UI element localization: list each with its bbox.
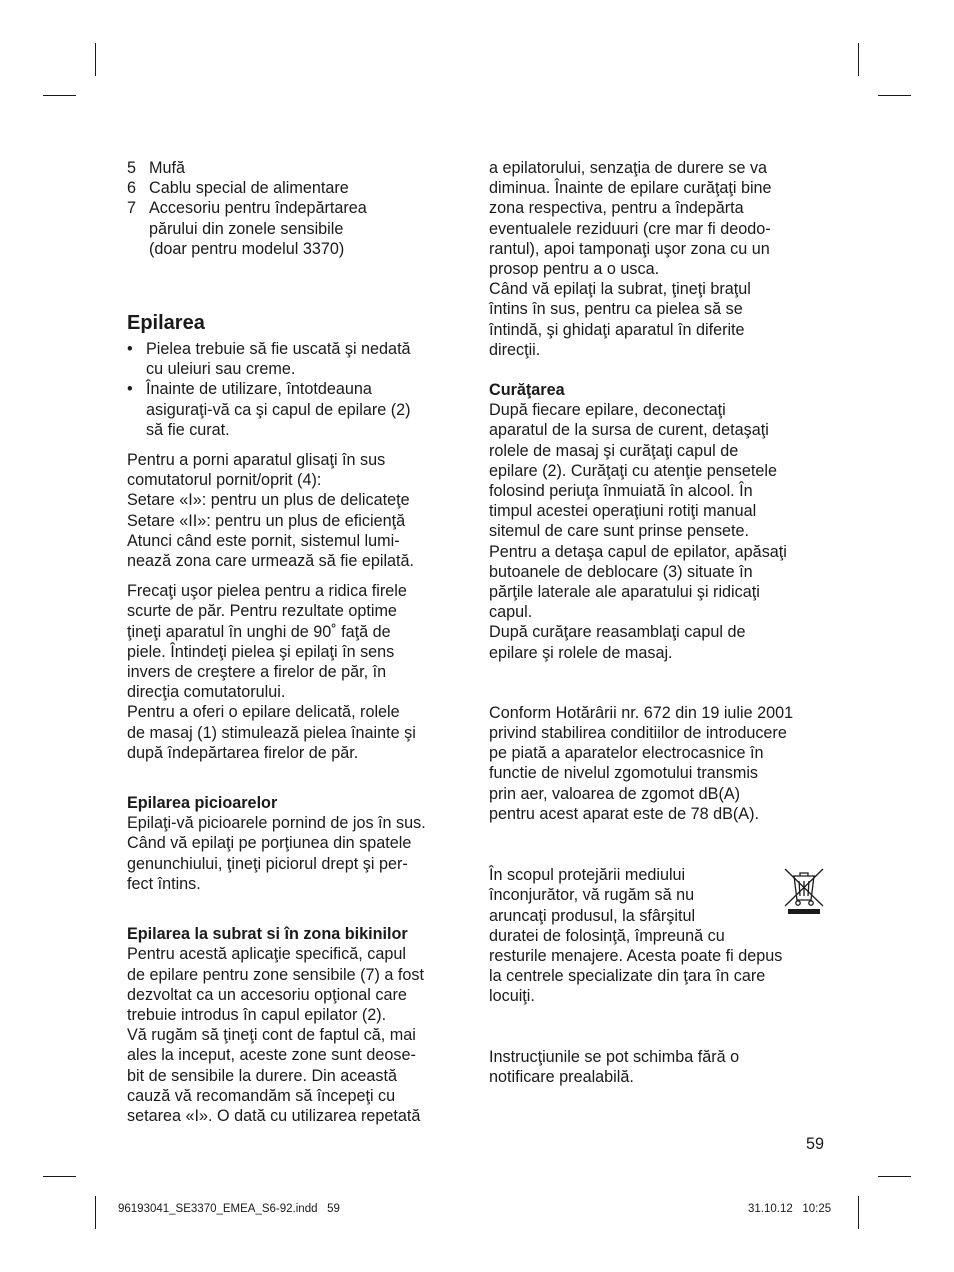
bullet-icon: • — [127, 340, 133, 359]
list-item: 7 Accesoriu pentru îndepărtarea părului din zonele sensibile (doar pentru modelul 3370) — [127, 199, 367, 258]
page-number: 59 — [806, 1135, 825, 1153]
subheading: Curăţarea — [489, 381, 565, 400]
parts-list — [127, 158, 472, 259]
bullet-list — [127, 339, 472, 440]
paragraph: În scopul protejării mediului înconjurător, vă rugăm să nu aruncaţi produsul, la sfârşitul duratei de folosinţă, împreună cu resturile menajere. Acesta poate fi depus la centrele specializate din ţara în care locuiţi. — [489, 866, 783, 1006]
paragraph: Instrucţiunile se pot schimba fără o notificare prealabilă. — [489, 1047, 740, 1086]
bullet-icon: • — [127, 380, 133, 399]
list-item: • Înainte de utilizare, întotdeauna asiguraţi-vă ca şi capul de epilare (2) să fie curat. — [127, 380, 411, 439]
subheading: Epilarea picioarelor — [127, 794, 278, 813]
paragraph: Pentru a porni aparatul glisaţi în sus comutatorul pornit/oprit (4): Setare «I»: pentru un plus de delicateţe Setare «II»: pentru un plus de eficienţă Atunci când este pornit, sistemul lumi- nează zona care urmează să fie epilată. — [127, 451, 415, 571]
crop-mark — [95, 43, 96, 76]
paragraph: Epilarea picioarelor Epilaţi-vă picioarele pornind de jos în sus. Când vă epilaţi pe porţiunea din spatele genunchiului, ţineţi piciorul drept şi per- fect întins. — [127, 793, 472, 894]
footer-date: 31.10.12 10:25 — [748, 1203, 832, 1215]
right-column — [489, 158, 829, 1087]
list-item: 6 Cablu special de alimentare — [127, 179, 349, 198]
paragraph: Frecaţi uşor pielea pentru a ridica firele scurte de păr. Pentru rezultate optime ţineţi aparatul în unghi de 90˚ faţă de piele. Întindeţi pielea şi epilaţi în sens invers de creştere a firelor de păr, în direcţia comutatorului. Pentru a oferi o epilare delicată, rolele de masaj (1) stimulează pielea înainte şi după îndepărtarea firelor de păr. — [127, 582, 416, 762]
crop-mark — [878, 95, 911, 96]
crop-mark — [858, 1196, 859, 1229]
subheading: Epilarea la subrat si în zona bikinilor — [127, 925, 408, 944]
paragraph: Curăţarea După fiecare epilare, deconectaţi aparatul de la sursa de curent, detaşaţi rolele de masaj şi curăţaţi capul de epilare (2). Curăţaţi cu atenţie pensetele folosind periuţa înmuiată în alcool. În timpul acestei operaţiuni rotiţi manual sitemul de care sunt prinse pensete. Pentru a detaşa capul de epilator, apăsaţi butoanele de deblocare (3) situate în părţile laterale ale aparatului şi ridicaţi capul. După curăţare reasamblaţi capul de epilare şi rolele de masaj. — [489, 380, 829, 663]
crop-mark — [43, 95, 76, 96]
crop-mark — [878, 1176, 911, 1177]
crossed-out-wheelie-bin-icon — [782, 866, 826, 914]
left-column — [127, 158, 472, 1126]
list-item: 5 Mufă — [127, 159, 185, 177]
paragraph: Conform Hotărârii nr. 672 din 19 iulie 2001 privind stabilirea conditiilor de introducere pe piată a aparatelor electrocasnice în functie de nivelul zgomotului transmis prin aer, valoarea de zgomot dB(A) pentru acest aparat este de 78 dB(A). — [489, 703, 794, 823]
section-heading: Epilarea — [127, 312, 205, 335]
crop-mark — [43, 1176, 76, 1177]
paragraph: Epilarea la subrat si în zona bikinilor Pentru acestă aplicaţie specifică, capul de epilare pentru zone sensibile (7) a fost dezvoltat ca un accesoriu opţional care trebuie introdus în capul epilator (2). Vă rugăm să ţineţi cont de faptul că, mai ales la inceput, aceste zone sunt deose- bit de sensibile la durere. Din această cauză vă recomandăm să începeţi cu setarea «I». O dată cu utilizarea repetată — [127, 924, 472, 1126]
footer-file: 96193041_SE3370_EMEA_S6-92.indd 59 — [118, 1203, 340, 1215]
list-item: • Pielea trebuie să fie uscată şi nedată cu uleiuri sau creme. — [127, 340, 411, 379]
paragraph: a epilatorului, senzaţia de durere se va diminua. Înainte de epilare curăţaţi bine zona respectiva, pentru a îndepărta eventualele reziduuri (cre mar fi deodo- rantul), apoi tamponaţi uşor zona cu un prosop pentru a o usca. Când vă epilaţi la subrat, ţineţi braţul întins în sus, pentru ca pielea să se întindă, şi ghidaţi aparatul în diferite direcţii. — [489, 159, 772, 359]
crop-mark — [858, 43, 859, 76]
crop-mark — [95, 1196, 96, 1229]
